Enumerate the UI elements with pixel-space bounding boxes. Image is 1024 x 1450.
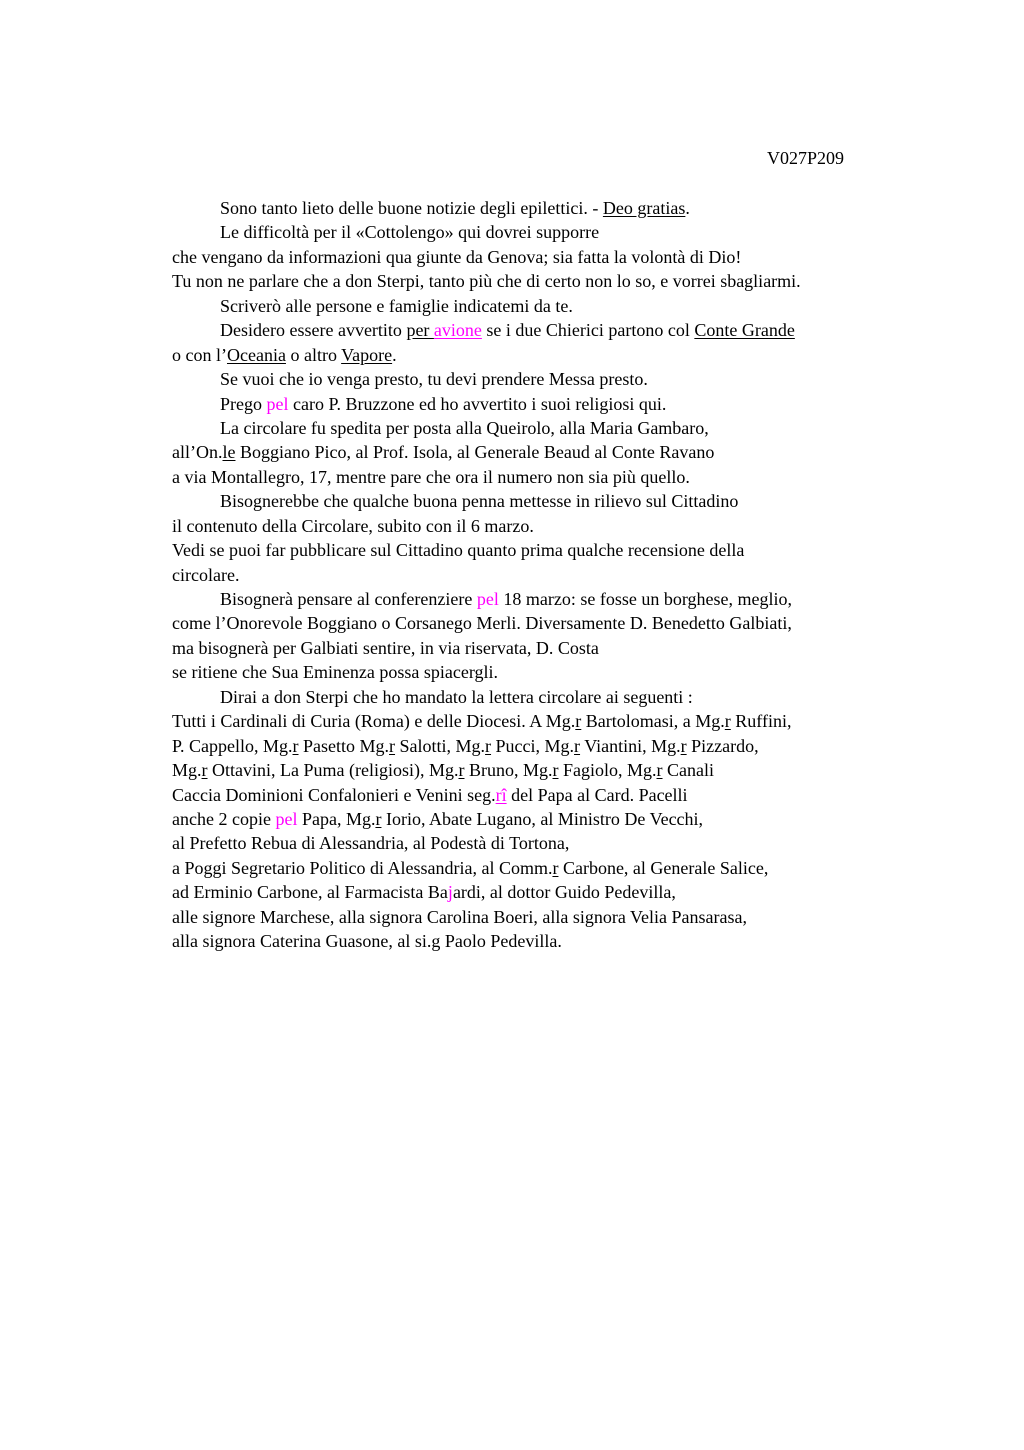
highlighted-text: j [447,882,453,903]
underlined-text: r [458,760,465,781]
underlined-text: Vapore [341,344,393,365]
text-line [172,416,912,440]
text-run: Sono tanto lieto delle buone notizie degli epilettici. - [220,198,603,218]
text-line [172,880,912,904]
text-line [172,563,912,587]
text-line [172,294,912,318]
text-run: Caccia Dominioni Confalonieri e Venini seg. [172,784,496,805]
text-run: P. Cappello, Mg. [172,735,293,756]
underlined-text: r [575,711,582,732]
text-line [172,709,912,733]
letter-body [172,196,912,954]
text-run: Viantini, Mg. [580,735,681,756]
highlighted-text: pel [266,393,289,414]
text-run: Bartolomasi, a Mg. [581,711,725,732]
underlined-text: avione [433,320,482,341]
underlined-text: Conte Grande [694,320,795,341]
text-run: se i due Chierici partono col [481,320,695,341]
text-run: 18 marzo: se fosse un borghese, meglio, [498,589,792,609]
text-run: ma bisognerà per Galbiati sentire, in via riservata, D. Costa [172,637,599,658]
underlined-text: r [552,760,559,781]
text-run: Paolo Pedevilla. [440,931,562,952]
text-line [172,734,912,758]
text-run: Se vuoi che io venga presto, tu devi prendere Messa presto. [220,369,648,390]
highlighted-text: pel [476,589,499,609]
text-run: ardi, al dottor Guido Pedevilla, [452,882,676,903]
text-line [172,905,912,929]
text-run: Ottavini, La Puma (religiosi), Mg. [207,760,459,781]
text-line [172,660,912,684]
text-run: Bisognerebbe che qualche buona penna mettesse in rilievo sul Cittadino [220,491,739,512]
text-run: ad Erminio Carbone, al Farmacista Ba [172,882,448,903]
text-line [172,685,912,709]
text-run: Tu non ne parlare che a don Sterpi, tanto più che di certo non lo so, e vorrei sbagliarmi. [172,271,801,292]
text-run: Tutti i Cardinali di Curia (Roma) e delle Diocesi. A Mg. [172,711,576,732]
text-run: del Papa al Card. Pacelli [506,784,688,805]
text-run: il contenuto della Circolare, subito con il 6 marzo. [172,515,534,536]
text-run: circolare. [172,564,240,585]
text-run: Scriverò alle persone e famiglie indicatemi da te. [220,295,573,316]
text-line [172,392,912,416]
text-line [172,318,912,342]
text-run: Fagiolo, Mg. [558,760,657,781]
text-run: Canali [662,760,715,781]
text-line [172,196,912,220]
text-line [172,611,912,635]
highlighted-text: pel [275,808,298,829]
text-run: anche 2 copie [172,808,276,829]
text-run: Dirai a don Sterpi che ho mandato la lettera circolare ai seguenti : [220,686,693,707]
text-line [172,783,912,807]
text-run: alle signore Marchese, alla signora Carolina Boeri, alla signora Velia Pansarasa, [172,906,747,927]
underlined-text: g [431,931,441,952]
text-run: caro P. Bruzzone ed ho avvertito i suoi religiosi qui. [288,393,667,414]
text-run: al Prefetto Rebua di Alessandria, al Podestà di Tortona, [172,833,570,854]
underlined-text: r [724,711,731,732]
text-line [172,465,912,489]
underlined-text: r [201,760,208,781]
text-run: Mg. [172,760,202,781]
text-run: Boggiano Pico, al Prof. Isola, al Generale Beaud al Conte Ravano [235,442,715,463]
text-run: Ruffini, [730,711,792,732]
text-run: o con l’ [172,344,227,365]
text-line [172,758,912,782]
text-run: o altro [285,344,342,365]
text-line [172,489,912,513]
text-line [172,367,912,391]
text-run: che vengano da informazioni qua giunte da Genova; sia fatta la volontà di Dio! [172,246,742,267]
text-line [172,343,912,367]
text-run: Pasetto Mg. [298,735,390,756]
underlined-text: r [656,760,663,781]
text-run: Carbone, al Generale Salice, [558,857,769,878]
text-run: Pizzardo, [686,735,759,756]
text-run: . [685,198,690,218]
underlined-text: r [552,857,559,878]
text-run: Papa, Mg. [297,808,376,829]
text-line [172,807,912,831]
text-line [172,269,912,293]
text-run: a via Montallegro, 17, mentre pare che ora il numero non sia più quello. [172,466,690,487]
text-run: all’On. [172,442,223,463]
text-run: come l’Onorevole Boggiano o Corsanego Merli. Diversamente D. Benedetto Galbiati, [172,613,792,634]
text-run: a Poggi Segretario Politico di Alessandria, al Comm. [172,857,553,878]
text-run: Pucci, Mg. [491,735,575,756]
text-run: Salotti, Mg. [395,735,486,756]
text-line [172,636,912,660]
text-line [172,856,912,880]
text-run: Vedi se puoi far pubblicare sul Cittadino quanto prima qualche recensione della [172,540,745,561]
text-run: se ritiene che Sua Eminenza possa spiacergli. [172,662,499,683]
text-run: Iorio, Abate Lugano, al Ministro De Vecchi, [381,808,704,829]
text-run: La circolare fu spedita per posta alla Queirolo, alla Maria Gambaro, [220,417,709,438]
underlined-text: r [375,808,382,829]
underlined-text: per [406,320,434,341]
underlined-text: Deo gratias [602,198,686,218]
text-run: Prego [220,393,267,414]
underlined-text: Oceania [226,344,286,365]
text-run: Bruno, Mg. [464,760,553,781]
text-run: Desidero essere avvertito [220,320,407,341]
underlined-text: r [680,735,687,756]
text-line [172,220,912,244]
text-run: alla signora Caterina Guasone, al si. [172,931,432,952]
underlined-text: r [292,735,299,756]
text-line [172,514,912,538]
underlined-text: r [389,735,396,756]
text-line [172,831,912,855]
text-run: Bisognerà pensare al conferenziere [220,589,477,609]
page-identifier: V027P209 [766,148,844,168]
text-line [172,929,912,953]
text-line [172,440,912,464]
underlined-text: r [485,735,492,756]
underlined-text: r [574,735,581,756]
underlined-text: rî [495,784,507,805]
text-run: . [392,344,397,365]
text-line [172,245,912,269]
text-line [172,538,912,562]
text-run: Le difficoltà per il «Cottolengo» qui dovrei supporre [220,222,600,243]
underlined-text: le [222,442,236,463]
text-line [172,587,912,611]
